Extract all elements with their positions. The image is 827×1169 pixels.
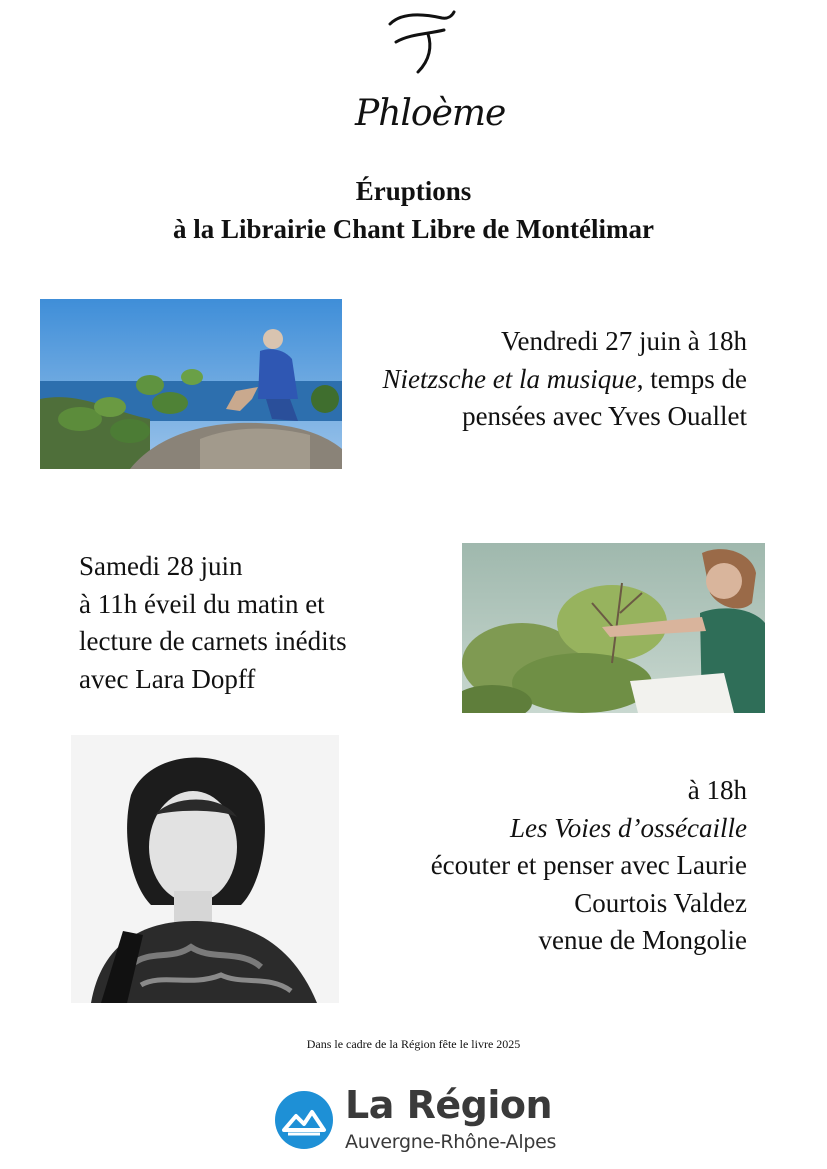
event-1-date: Vendredi 27 juin à 18h [501, 326, 747, 356]
event-2-line-4: avec Lara Dopff [79, 663, 256, 694]
region-logo-name: La Région [345, 1083, 553, 1127]
event-1-description-rest: , temps de [636, 363, 747, 394]
photo-laurie-courtois-valdez [71, 735, 339, 1003]
title-line-2: à la Librairie Chant Libre de Montélimar [173, 214, 654, 244]
phloeme-logo-mark-icon [384, 8, 458, 76]
region-logo-icon [274, 1090, 334, 1150]
title-line-1: Éruptions [355, 176, 472, 206]
event-2-line-3: lecture de carnets inédits [79, 626, 347, 656]
region-logo-subtitle: Auvergne-Rhône-Alpes [345, 1131, 557, 1153]
event-3-line-2: Courtois Valdez [574, 887, 747, 918]
event-3-line-3: venue de Mongolie [538, 925, 747, 955]
event-1-speaker: pensées avec Yves Ouallet [462, 401, 747, 431]
event-friday [340, 323, 747, 436]
photo-lara-dopff [462, 543, 765, 713]
event-2-line-2: à 11h éveil du matin et [79, 588, 325, 619]
event-1-title: Nietzsche et la musique [382, 363, 637, 394]
event-3-line-1: écouter et penser avec Laurie [430, 850, 747, 880]
page-title [60, 172, 767, 248]
event-3-title: Les Voies d’ossécaille [510, 812, 747, 843]
frame-note: Dans le cadre de la Région fête le livre 2025 [306, 1037, 521, 1051]
event-saturday-evening [340, 772, 747, 960]
event-2-line-1: Samedi 28 juin [79, 551, 243, 581]
event-3-time: à 18h [687, 775, 747, 805]
phloeme-logo-wordmark: Phloème [355, 93, 506, 134]
event-saturday-morning [79, 548, 459, 698]
event-1-description [340, 361, 747, 399]
photo-yves-ouallet [40, 299, 342, 469]
